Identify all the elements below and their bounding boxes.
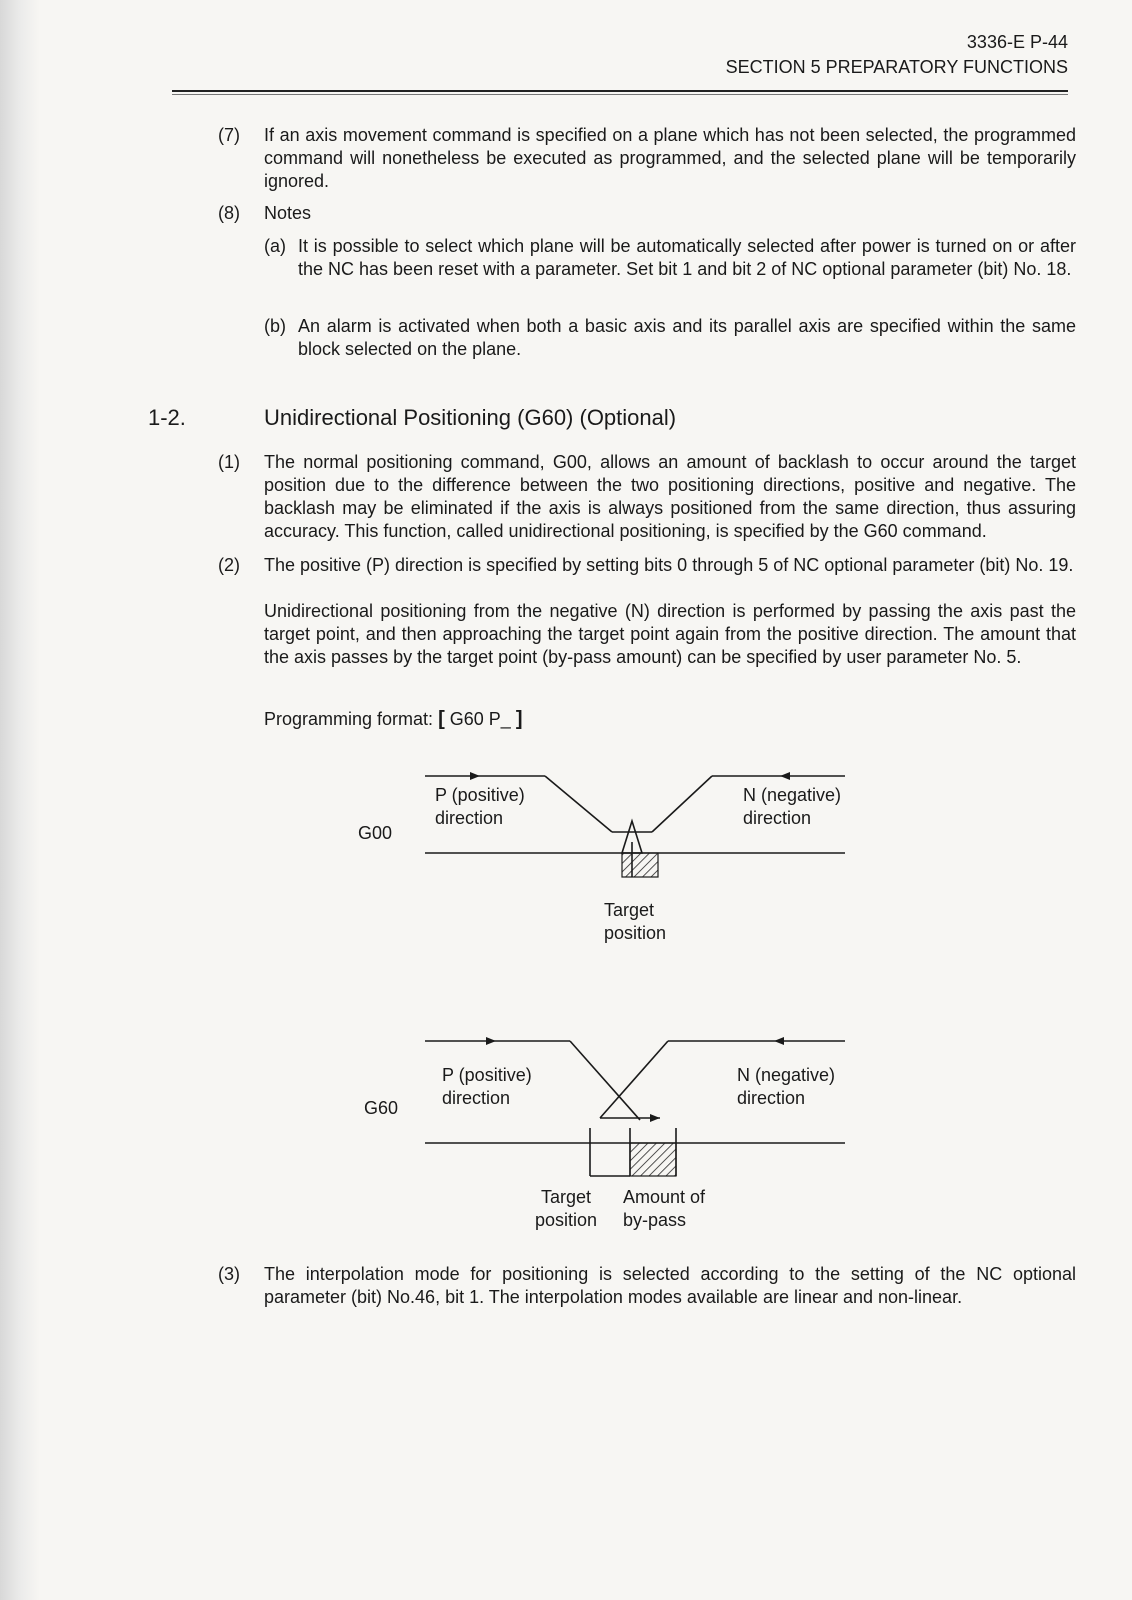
- g60-n-line1: N (negative): [737, 1065, 836, 1085]
- g60-n-direction-label: [737, 1064, 835, 1110]
- g60-p-line1: P (positive): [442, 1065, 532, 1085]
- para-2-text-b: Unidirectional positioning from the negative (N) direction is performed by passing the axis past the target point, and then approaching the target point again from the positive direction. The amount that the axis passes by the target point (by-pass amount) can be specified by user parameter No. 5.: [264, 601, 1076, 667]
- format-code: G60 P_: [449, 709, 511, 729]
- item-8-number: (8): [218, 203, 240, 223]
- g00-p-approach-line: [545, 776, 612, 832]
- g60-n-line2: direction: [737, 1088, 806, 1108]
- g00-n-line2: direction: [743, 808, 812, 828]
- para-2-number: (2): [218, 555, 240, 575]
- programming-format-label: Programming format:: [264, 709, 434, 729]
- g60-n-descent-line: [600, 1041, 668, 1118]
- note-b-number: (b): [264, 316, 286, 336]
- item-7-text: If an axis movement command is specified on a plane which has not been selected, the programmed command will nonetheless be executed as programmed, and the selected plane will be temporarily ignored.: [264, 125, 1076, 191]
- g60-p-arrow-icon: [486, 1037, 496, 1045]
- g00-n-line1: N (negative): [743, 785, 842, 805]
- g60-p-line2: direction: [442, 1088, 511, 1108]
- format-close-bracket: ]: [515, 708, 523, 730]
- g00-backlash-hatch: [622, 853, 658, 877]
- para-3-number: (3): [218, 1264, 240, 1284]
- format-open-bracket: [: [438, 708, 445, 730]
- g00-n-approach-line: [652, 776, 712, 832]
- section-heading: SECTION 5 PREPARATORY FUNCTIONS: [725, 57, 1068, 77]
- g60-bypass-hatch: [630, 1143, 676, 1176]
- g60-label: G60: [364, 1098, 399, 1118]
- note-a-number: (a): [264, 236, 286, 256]
- g60-n-arrow-icon: [774, 1037, 784, 1045]
- g00-target-triangle: [622, 821, 642, 853]
- g00-p-arrow-icon: [470, 772, 480, 780]
- g60-bypass-label: [623, 1186, 705, 1232]
- g00-p-line1: P (positive): [435, 785, 525, 805]
- note-a-text: It is possible to select which plane will be automatically selected after power is turned on or after the NC has been reset with a parameter. Set bit 1 and bit 2 of NC optional parameter (bit) No. 18.: [298, 236, 1076, 279]
- g00-p-direction-label: [435, 784, 525, 830]
- note-b-text: An alarm is activated when both a basic axis and its parallel axis are specified within the same block selected on the plane.: [298, 316, 1076, 359]
- g60-target-line2: position: [535, 1210, 598, 1230]
- page-header: [726, 30, 1068, 80]
- para-2-text-a: The positive (P) direction is specified by setting bits 0 through 5 of NC optional parameter (bit) No. 19.: [264, 555, 1074, 575]
- para-1-number: (1): [218, 452, 240, 472]
- g00-label: G00: [358, 823, 393, 843]
- section-title: Unidirectional Positioning (G60) (Optional): [264, 405, 677, 430]
- binding-edge: [0, 0, 40, 1600]
- para-1-text: The normal positioning command, G00, allows an amount of backlash to occur around the target position due to the difference between the two positioning directions, positive and negative. The backlash may be eliminated if the axis is always positioned from the same direction, thus assuring accuracy. This function, called unidirectional positioning, is specified by the G60 command.: [264, 452, 1076, 541]
- header-rule: [172, 90, 1068, 92]
- g00-n-arrow-icon: [780, 772, 790, 780]
- g60-bypass-line2: by-pass: [623, 1210, 687, 1230]
- g00-target-label: [604, 899, 666, 945]
- section-number: 1-2.: [148, 405, 186, 430]
- g00-target-line2: position: [604, 923, 667, 943]
- item-7-number: (7): [218, 125, 240, 145]
- doc-page-number: 3336-E P-44: [966, 32, 1068, 52]
- item-8-text: Notes: [264, 203, 312, 223]
- g00-target-line1: Target: [604, 900, 655, 920]
- g60-target-label: [535, 1186, 597, 1232]
- g60-bypass-arrow-icon: [650, 1114, 660, 1122]
- g60-p-descent-line: [570, 1041, 640, 1120]
- header-rule-thin: [172, 94, 1068, 95]
- programming-format: [264, 708, 523, 731]
- g00-n-direction-label: [743, 784, 841, 830]
- g60-p-direction-label: [442, 1064, 532, 1110]
- g60-target-line1: Target: [541, 1187, 592, 1207]
- para-3-text: The interpolation mode for positioning is selected according to the setting of the NC optional parameter (bit) No.46, bit 1. The interpolation modes available are linear and non-linear.: [264, 1264, 1076, 1307]
- g60-bypass-line1: Amount of: [623, 1187, 706, 1207]
- g00-p-line2: direction: [435, 808, 504, 828]
